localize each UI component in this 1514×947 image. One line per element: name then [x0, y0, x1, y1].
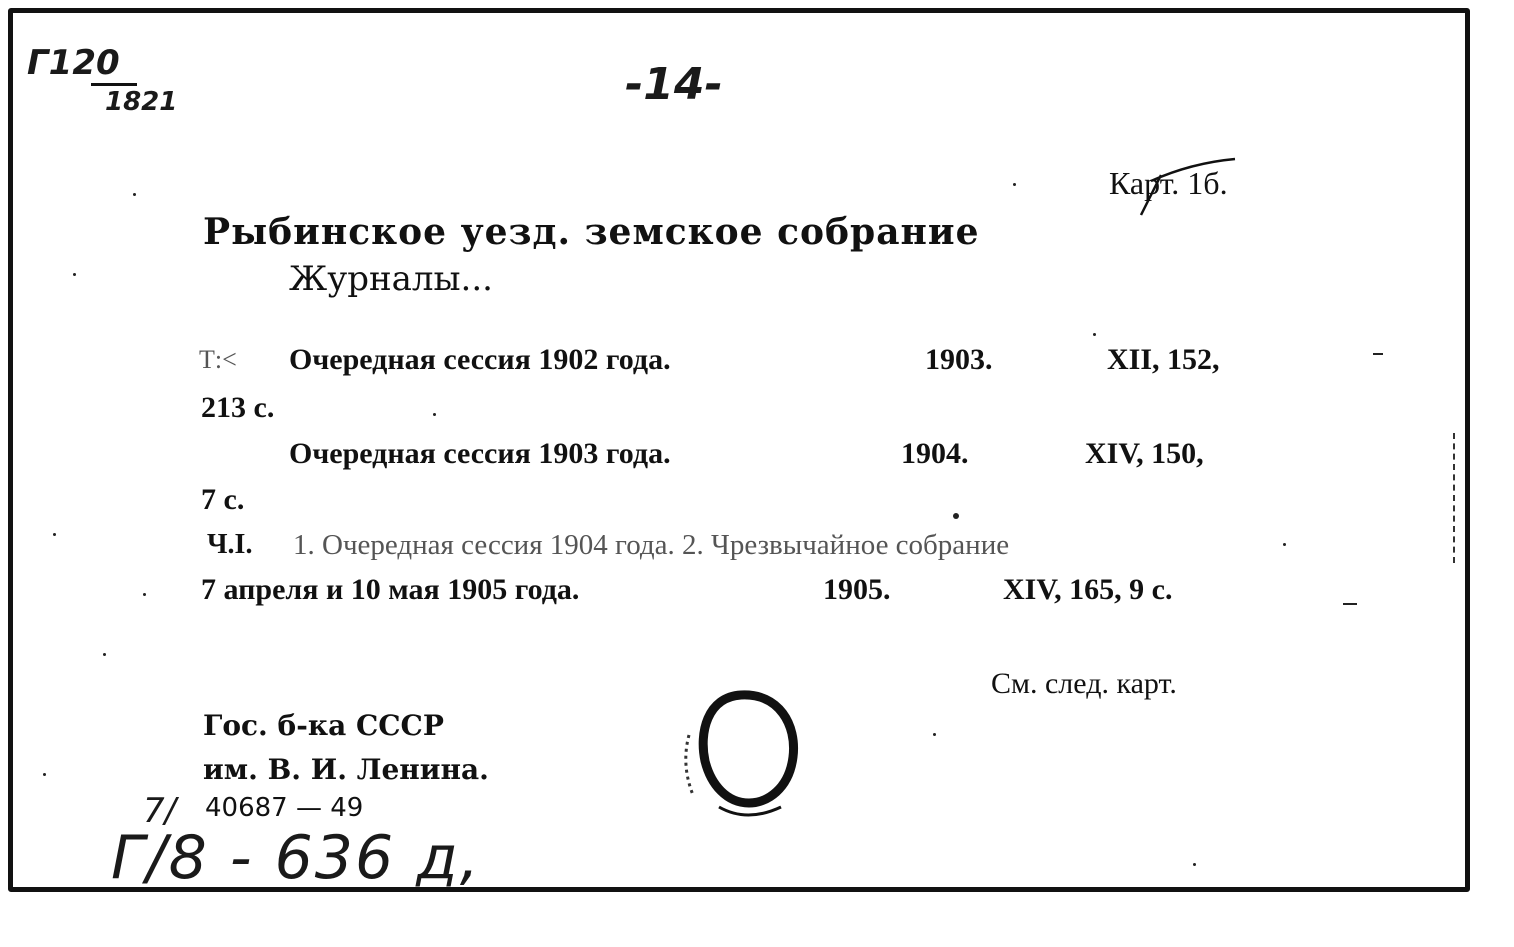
kart-label: Карт. 1б. [1109, 165, 1228, 201]
card-title: Рыбинское уезд. земское собрание [203, 211, 980, 253]
library-stamp-line3: 40687 — 49 [205, 793, 364, 823]
entry-1-year: 1903. [925, 343, 993, 376]
entry-1-line2: 213 с. [201, 391, 275, 424]
catalog-card [8, 8, 1470, 892]
corner-code-underline [91, 83, 137, 86]
corner-code-bottom: 1821 [105, 87, 178, 117]
entry-1-text: Очередная сессия 1902 года. [289, 343, 671, 376]
entry-2-pages: XIV, 150, [1085, 437, 1204, 470]
library-stamp-line2: им. В. И. Ленина. [203, 753, 489, 786]
page-mark: -14- [625, 59, 723, 110]
entry-2-line2: 7 с. [201, 483, 245, 516]
card-subtitle: Журналы... [289, 259, 493, 299]
right-edge-mark [1453, 433, 1459, 563]
library-stamp-line1: Гос. б-ка СССР [203, 709, 444, 742]
entry-1-prefix: Т:< [199, 345, 237, 374]
entry-2-text: Очередная сессия 1903 года. [289, 437, 671, 470]
entry-2-year: 1904. [901, 437, 969, 470]
see-next-card: См. след. карт. [991, 667, 1177, 700]
entry-3-text: 1. Очередная сессия 1904 года. 2. Чрезвычайное собрание [293, 529, 1010, 561]
entry-1-pages: XII, 152, [1107, 343, 1220, 376]
kart-handwritten-stroke [1131, 145, 1241, 225]
entry-3-line2-text: 7 апреля и 10 мая 1905 года. [201, 573, 580, 606]
punched-hole [667, 685, 817, 835]
entry-3-prefix: Ч.I. [207, 529, 253, 560]
corner-code-top: Г120 [27, 43, 120, 83]
entry-3-year: 1905. [823, 573, 891, 606]
entry-3-pages: XIV, 165, 9 с. [1003, 573, 1173, 606]
stamp-mark: 7/ [143, 791, 177, 831]
inventory-number-handwritten: Г/8 - 636 д, [111, 823, 481, 893]
